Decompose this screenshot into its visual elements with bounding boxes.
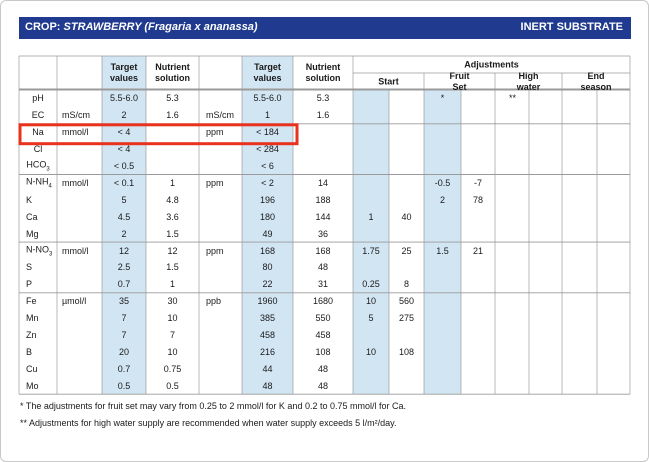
row-nutrient-value: 1.5 <box>166 228 179 239</box>
row-start-ppm: 275 <box>398 313 415 324</box>
row-target-value-2: < 2 <box>261 177 274 188</box>
row-element: $N-NO_3$ <box>26 244 53 257</box>
row-element: Mn <box>26 313 39 324</box>
row-element: pH <box>32 93 44 104</box>
row-start-mmol: 0.25 <box>362 279 380 290</box>
row-element: Cu <box>26 363 38 374</box>
row-element: Na <box>32 127 44 138</box>
row-start-ppm: 25 <box>401 245 412 256</box>
row-element: Ca <box>26 211 38 222</box>
row-target-value: 12 <box>118 245 130 256</box>
header-target-values: Target values <box>109 62 139 83</box>
row-nutrient-value: 1.5 <box>166 262 179 273</box>
row-nutrient-value-2: 108 <box>315 346 331 357</box>
row-nutrient-value-2: 48 <box>317 363 329 374</box>
row-element: $N-NH_4$ <box>26 176 52 190</box>
row-element: EC <box>31 110 45 121</box>
row-element: $HCO_3$ <box>26 159 50 173</box>
row-element: B <box>26 346 33 357</box>
row-element: Mg <box>26 228 39 239</box>
row-target-value: 2.5 <box>117 262 131 273</box>
row-nutrient-value: 1.6 <box>166 110 179 121</box>
row-target-value: < 0.5 <box>113 161 135 172</box>
row-target-value-2: < 6 <box>261 161 274 172</box>
row-nutrient-value-2: 48 <box>317 380 329 391</box>
row-target-value-2: 180 <box>259 211 276 222</box>
row-target-value-2: 1 <box>264 110 271 121</box>
header-end-season: End season <box>580 71 612 92</box>
row-target-value: 0.7 <box>117 279 131 290</box>
row-fruit-set-ppm: 21 <box>472 245 484 256</box>
row-nutrient-value-2: 1.6 <box>316 110 330 121</box>
row-nutrient-value: 0.5 <box>166 380 179 391</box>
row-start-ppm: 560 <box>398 296 415 307</box>
row-element: Zn <box>26 330 37 341</box>
row-fruit-set-mmol: -0.5 <box>434 177 451 188</box>
row-nutrient-value-2: 144 <box>315 211 331 222</box>
row-start-mmol: 5 <box>368 313 374 324</box>
row-nutrient-value: 12 <box>167 245 178 256</box>
row-fruit-set-ppm: 78 <box>472 194 484 205</box>
row-unit: mS/cm <box>62 110 90 121</box>
row-unit-2: ppm <box>206 245 224 256</box>
row-target-value: 0.5 <box>117 380 131 391</box>
row-unit-2: ppm <box>206 177 224 188</box>
row-fruit-set-ppm: -7 <box>473 177 483 188</box>
row-nutrient-value-2: 36 <box>317 228 329 239</box>
row-start-ppm: 108 <box>398 346 415 357</box>
row-nutrient-value-2: 14 <box>317 177 329 188</box>
row-start-mmol: 1.75 <box>362 245 380 256</box>
row-nutrient-value-2: 458 <box>315 330 331 341</box>
row-target-value-2: < 284 <box>256 144 279 155</box>
row-nutrient-value: 30 <box>167 296 178 307</box>
crop-title: CROP: STRAWBERRY (Fragaria x ananassa) <box>25 21 258 33</box>
row-unit-2: ppm <box>206 127 224 138</box>
row-nutrient-value-2: 188 <box>315 194 331 205</box>
row-nutrient-value: 10 <box>167 313 178 324</box>
row-target-value-2: 48 <box>262 380 273 391</box>
row-target-value: < 0.1 <box>113 177 135 188</box>
header-target-values-2: Target values <box>253 62 282 83</box>
row-target-value-2: 168 <box>259 245 276 256</box>
header-nutrient-solution-2: Nutrient solution <box>305 62 341 83</box>
row-target-value: 5.5-6.0 <box>109 93 139 104</box>
row-target-value-2: 80 <box>262 262 273 273</box>
row-nutrient-value-2: 550 <box>315 313 331 324</box>
row-target-value-2: 458 <box>259 330 276 341</box>
row-target-value: 20 <box>118 346 130 357</box>
shaded-column-target-values-2 <box>242 56 293 394</box>
row-nutrient-value: 10 <box>167 346 178 357</box>
row-nutrient-value: 4.8 <box>166 194 179 205</box>
row-nutrient-value-2: 1680 <box>312 296 334 307</box>
row-target-value-2: 49 <box>262 228 273 239</box>
row-nutrient-value: 0.75 <box>163 363 182 374</box>
header-start: Start <box>378 76 399 87</box>
row-start-ppm: 8 <box>403 279 410 290</box>
row-nutrient-value: 7 <box>169 330 176 341</box>
row-start-ppm: 40 <box>401 211 412 222</box>
row-target-value-2: 1960 <box>257 296 278 307</box>
row-target-value: < 4 <box>117 127 131 138</box>
footnote-fruit-set: * The adjustments for fruit set may vary from 0.25 to 2 mmol/l for K and 0.2 to 0.75 mmol/l for Ca. <box>20 401 406 411</box>
row-element: K <box>26 194 33 205</box>
row-start-mmol: 10 <box>365 296 377 307</box>
row-target-value: 7 <box>121 313 127 324</box>
row-element: Cl <box>33 144 43 155</box>
header-nutrient-solution: Nutrient solution <box>155 62 190 83</box>
row-start-mmol: 1 <box>368 211 374 222</box>
row-target-value: 2 <box>121 110 127 121</box>
row-target-value: 4.5 <box>117 211 131 222</box>
row-nutrient-value: 1 <box>169 177 176 188</box>
shaded-column-target-values <box>102 56 146 394</box>
row-target-value-2: 44 <box>262 363 273 374</box>
row-element: S <box>26 262 33 273</box>
row-high-water: ** <box>509 93 517 104</box>
row-unit-2: ppb <box>206 296 222 307</box>
row-unit: mmol/l <box>62 245 89 256</box>
row-target-value-2: 385 <box>259 313 276 324</box>
row-fruit-set-mmol: 2 <box>439 194 446 205</box>
row-nutrient-value-2: 168 <box>315 245 331 256</box>
row-start-mmol: 10 <box>365 346 377 357</box>
row-unit-2: mS/cm <box>206 110 234 121</box>
row-nutrient-value-2: 5.3 <box>316 93 330 104</box>
row-target-value: 0.7 <box>117 363 131 374</box>
row-target-value-2: 22 <box>262 279 273 290</box>
row-unit: µmol/l <box>62 296 87 307</box>
row-target-value-2: 196 <box>259 194 276 205</box>
row-nutrient-value-2: 31 <box>317 279 329 290</box>
row-nutrient-value-2: 48 <box>317 262 329 273</box>
row-target-value-2: 216 <box>259 346 276 357</box>
row-target-value-2: < 184 <box>256 127 279 138</box>
footnote-high-water: ** Adjustments for high water supply are recommended when water supply exceeds 5 l/m²/day. <box>20 418 397 428</box>
row-target-value: 5 <box>121 194 127 205</box>
row-target-value-2: 5.5-6.0 <box>253 93 282 104</box>
row-element: Mo <box>26 380 39 391</box>
row-fruit-set-mmol: 1.5 <box>436 245 449 256</box>
row-nutrient-value: 3.6 <box>166 211 179 222</box>
shaded-column-fruit-set <box>424 89 461 394</box>
row-fruit-set-mmol: * <box>440 93 445 104</box>
row-target-value: 35 <box>118 296 130 307</box>
row-target-value: 2 <box>121 228 127 239</box>
header-fruit-set: Fruit Set <box>449 71 470 92</box>
substrate-label: INERT SUBSTRATE <box>520 21 623 33</box>
header-adjustments: Adjustments <box>464 59 519 69</box>
row-target-value: 7 <box>121 330 127 341</box>
header-high-water: High water <box>516 71 541 92</box>
crop-name: STRAWBERRY (Fragaria x ananassa) <box>63 21 258 33</box>
row-target-value: < 4 <box>117 144 131 155</box>
row-nutrient-value: 5.3 <box>166 93 179 104</box>
row-element: P <box>26 279 33 290</box>
row-unit: mmol/l <box>62 177 89 188</box>
row-element: Fe <box>26 296 37 307</box>
row-unit: mmol/l <box>62 127 89 138</box>
row-nutrient-value: 1 <box>169 279 176 290</box>
